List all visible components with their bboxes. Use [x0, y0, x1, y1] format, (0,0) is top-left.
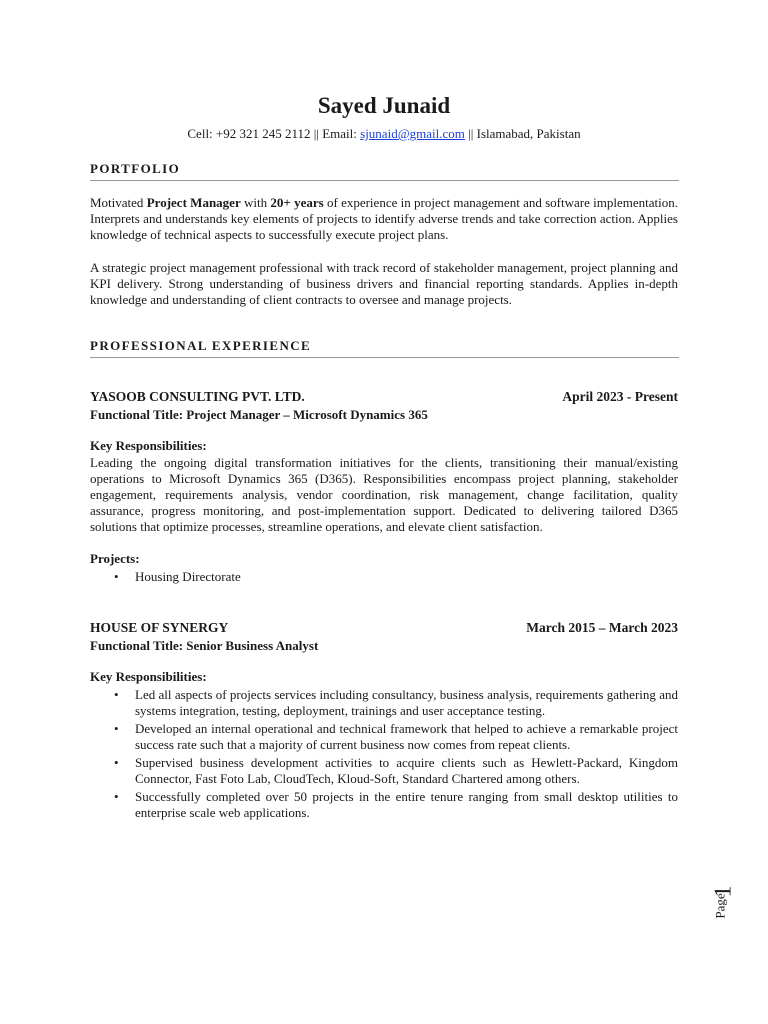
- job-header: [90, 620, 678, 636]
- contact-line: [0, 126, 768, 142]
- section-heading-portfolio: PORTFOLIO: [90, 161, 679, 181]
- job-title: Functional Title: Senior Business Analyst: [90, 638, 319, 653]
- page-label: Page: [712, 893, 728, 919]
- text-run: with: [240, 195, 271, 210]
- page-number: [712, 880, 752, 940]
- list-item: • Housing Directorate: [90, 569, 678, 585]
- portfolio-paragraph-2: A strategic project management professional with track record of stakeholder management, project planning and KPI delivery. Strong understanding of business drivers and financial reporting standards. Applies in-depth knowledge and understanding of client contracts to oversee and manage projects.: [90, 260, 678, 307]
- list-item: • Successfully completed over 50 projects in the entire tenure ranging from small desktop utilities to enterprise scale web applications.: [90, 789, 678, 821]
- company-name: HOUSE OF SYNERGY: [90, 620, 229, 635]
- emphasis-role: Project Manager: [146, 195, 241, 210]
- responsibilities-text: Leading the ongoing digital transformation initiatives for the clients, transitioning their manual/existing operations to Microsoft Dynamics 365 (D365). Responsibilities encompass project planning, stakeholder engagement, requirements analysis, vendor coordination, risk management, change facilitation, quality assurance, progress monitoring, and post-implementation support. Dedicated to delivering tailored D365 solutions that optimize processes, streamline operations, and elevate client satisfaction.: [90, 455, 678, 534]
- responsibilities-label: Key Responsibilities:: [90, 669, 207, 684]
- responsibilities-list: [90, 687, 678, 823]
- candidate-name: Sayed Junaid: [317, 93, 451, 118]
- contact-location: || Islamabad, Pakistan: [464, 126, 581, 141]
- job-dates: March 2015 – March 2023: [526, 620, 678, 635]
- list-item: • Led all aspects of projects services including consultancy, business analysis, requirements gathering and systems integration, testing, deployment, trainings and user acceptance testing.: [90, 687, 678, 719]
- projects-label: Projects:: [90, 551, 140, 566]
- text-run: of experience in project management and software implementation. Interprets and understands key elements of projects to identify adverse trends and take correction action. Applies knowledge of technical aspects to successfully execute project plans.: [90, 195, 678, 242]
- text-run: Motivated: [90, 195, 147, 210]
- responsibilities-label: Key Responsibilities:: [90, 438, 207, 453]
- projects-list: [90, 569, 678, 587]
- email-link[interactable]: sjunaid@gmail.com: [360, 126, 465, 141]
- page-number-value: 1: [710, 885, 737, 898]
- job-title: Functional Title: Project Manager – Microsoft Dynamics 365: [90, 407, 428, 422]
- list-item: • Supervised business development activities to acquire clients such as Hewlett-Packard, Kingdom Connector, Fast Foto Lab, CloudTech, Kloud-Soft, Standard Chartered among others.: [90, 755, 678, 787]
- contact-phone: Cell: +92 321 245 2112 || Email:: [187, 126, 361, 141]
- job-dates: April 2023 - Present: [562, 389, 678, 404]
- portfolio-paragraph-1: [90, 195, 678, 243]
- list-item: • Developed an internal operational and technical framework that helped to achieve a remarkable project success rate such that a majority of current business now comes from repeat clients.: [90, 721, 678, 753]
- job-header: [90, 389, 678, 405]
- emphasis-years: 20+ years: [270, 195, 324, 210]
- company-name: YASOOB CONSULTING PVT. LTD.: [90, 389, 305, 404]
- section-heading-experience: PROFESSIONAL EXPERIENCE: [90, 338, 679, 358]
